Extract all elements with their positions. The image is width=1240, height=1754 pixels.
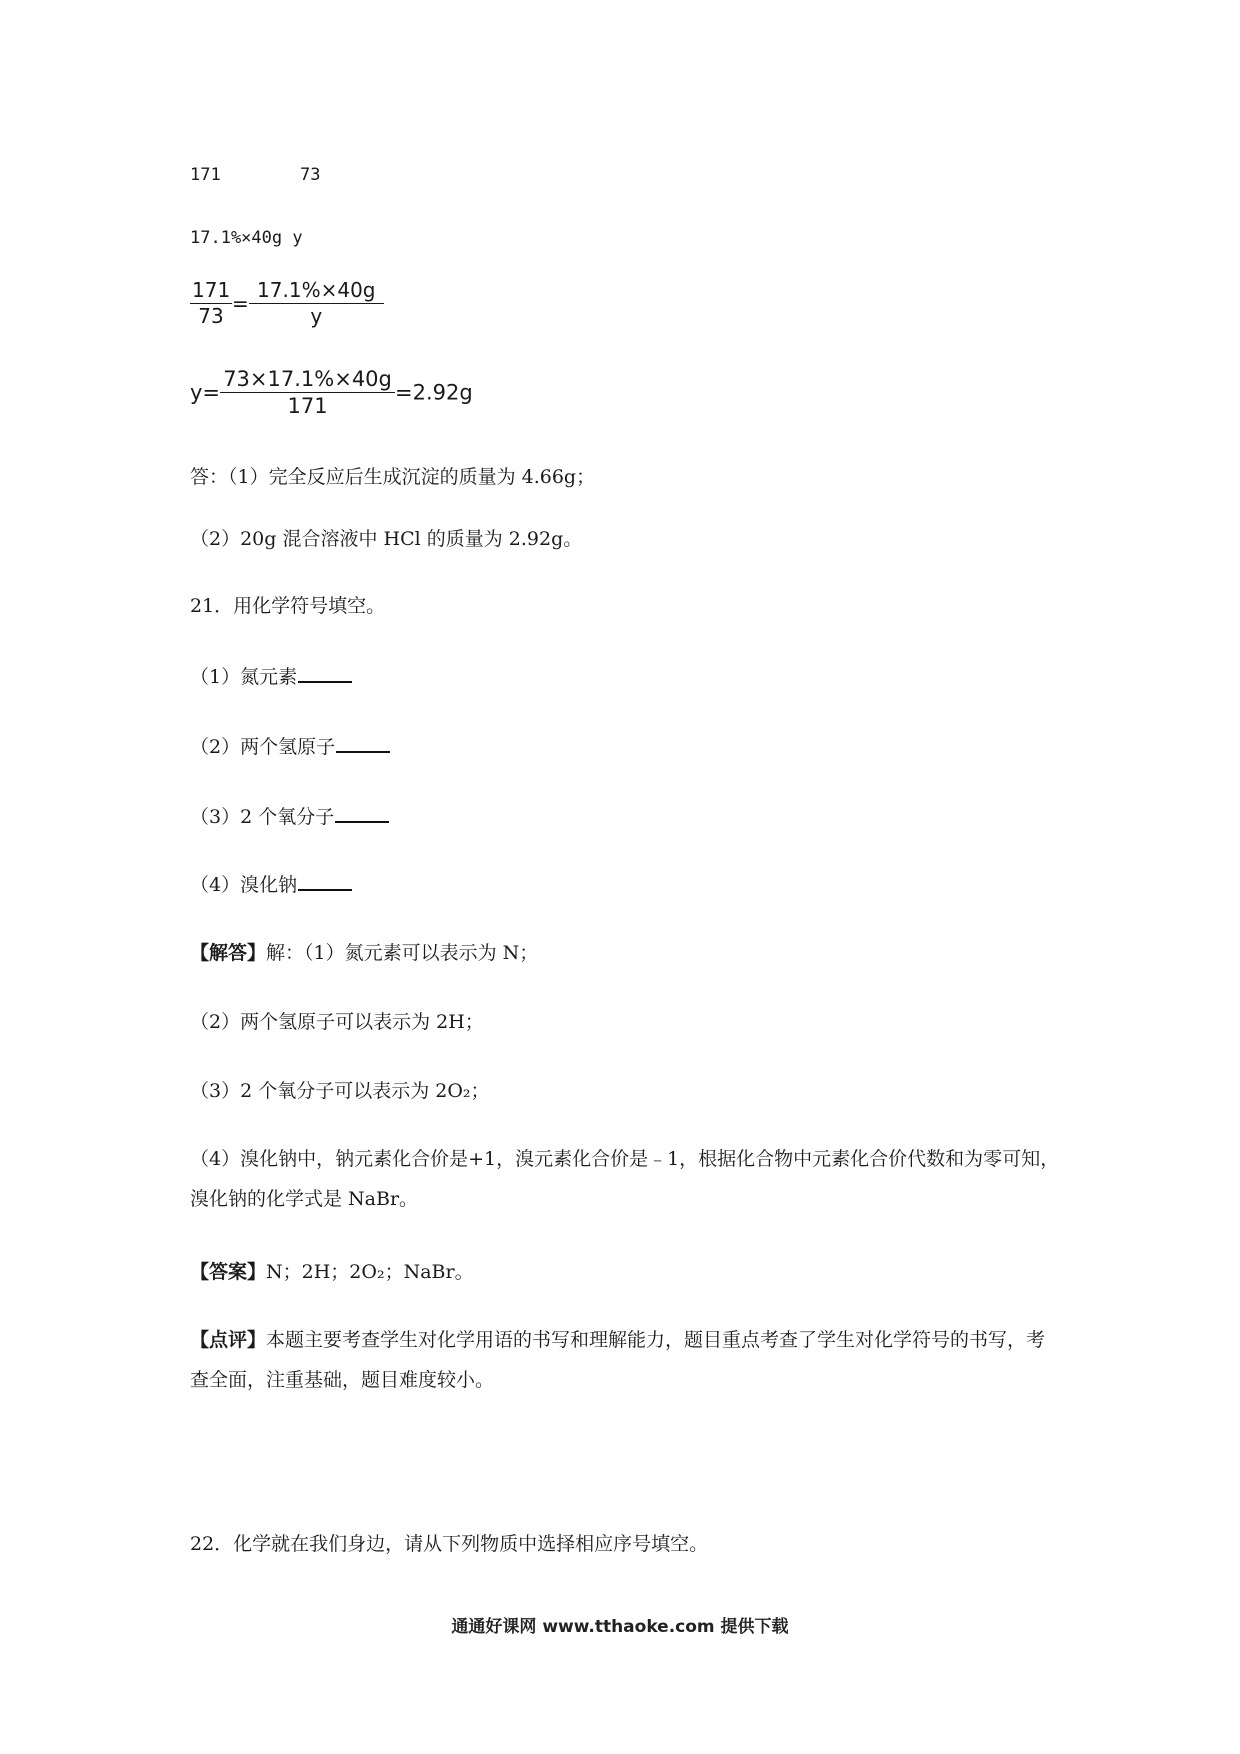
answer-blank [335, 805, 389, 823]
comment-paragraph [190, 1320, 1060, 1400]
question-21-item-2 [190, 735, 390, 757]
solution-line-1 [190, 944, 538, 963]
calc-value-73: 73 [300, 165, 321, 185]
fraction-right-numerator: 17.1%×40g [249, 278, 384, 304]
question-22-title: 22．化学就在我们身边，请从下列物质中选择相应序号填空。 [190, 1533, 709, 1555]
answer-blank [298, 665, 352, 683]
answer20-line2: （2）20g 混合溶液中 HCl 的质量为 2.92g。 [190, 528, 583, 550]
question-21-title: 21．用化学符号填空。 [190, 595, 386, 617]
solution-line-2: （2）两个氢原子可以表示为 2H； [190, 1011, 484, 1033]
fraction-left-numerator: 171 [192, 278, 231, 302]
question-21-item-1 [190, 665, 352, 687]
solution-paragraph-4: （4）溴化钠中，钠元素化合价是+1，溴元素化合价是﹣1，根据化合物中元素化合价代数和为零可知，溴化钠的化学式是 NaBr。 [190, 1148, 1060, 1210]
fraction-solve-denominator: 171 [287, 394, 328, 419]
solution-text: 解：（1）氮元素可以表示为 N； [266, 942, 539, 964]
item-label: （3）2 个氧分子 [190, 806, 335, 828]
answer20-line1: 答：（1）完全反应后生成沉淀的质量为 4.66g； [190, 466, 596, 488]
fraction-right-denominator: y [310, 304, 323, 328]
question-21-item-3 [190, 805, 389, 827]
calc-row-mass: 17.1%×40g y [190, 228, 303, 248]
solve-y-equation [190, 366, 473, 420]
question-21-item-4 [190, 873, 352, 895]
answer-blank [298, 873, 352, 891]
solution-line-3: （3）2 个氧分子可以表示为 2O₂； [190, 1080, 490, 1102]
y-lhs: y= [190, 380, 221, 405]
comment-tag: 【点评】 [190, 1329, 267, 1351]
fraction-solve [220, 366, 395, 420]
item-label: （4）溴化钠 [190, 874, 298, 896]
item-label: （2）两个氢原子 [190, 736, 336, 758]
fraction-right [249, 278, 384, 329]
page-footer: 通通好课网 www.tthaoke.com 提供下载 [451, 1617, 789, 1637]
answer-blank [336, 735, 390, 753]
item-label: （1）氮元素 [190, 666, 298, 688]
answer-text: N；2H；2O₂；NaBr。 [266, 1261, 474, 1283]
solution-tag: 【解答】 [190, 942, 267, 964]
fraction-left [190, 278, 232, 329]
answer-line [190, 1263, 474, 1282]
comment-text: 本题主要考查学生对化学用语的书写和理解能力，题目重点考查了学生对化学符号的书写，考查全面，注重基础，题目难度较小。 [190, 1329, 1046, 1391]
equals-sign: = [232, 291, 249, 316]
answer-tag: 【答案】 [190, 1261, 267, 1283]
y-result: =2.92g [395, 380, 473, 405]
proportion-equation [190, 278, 384, 329]
fraction-left-denominator: 73 [198, 304, 224, 328]
calc-value-171: 171 [190, 165, 221, 185]
fraction-solve-numerator: 73×17.1%×40g [220, 366, 395, 393]
